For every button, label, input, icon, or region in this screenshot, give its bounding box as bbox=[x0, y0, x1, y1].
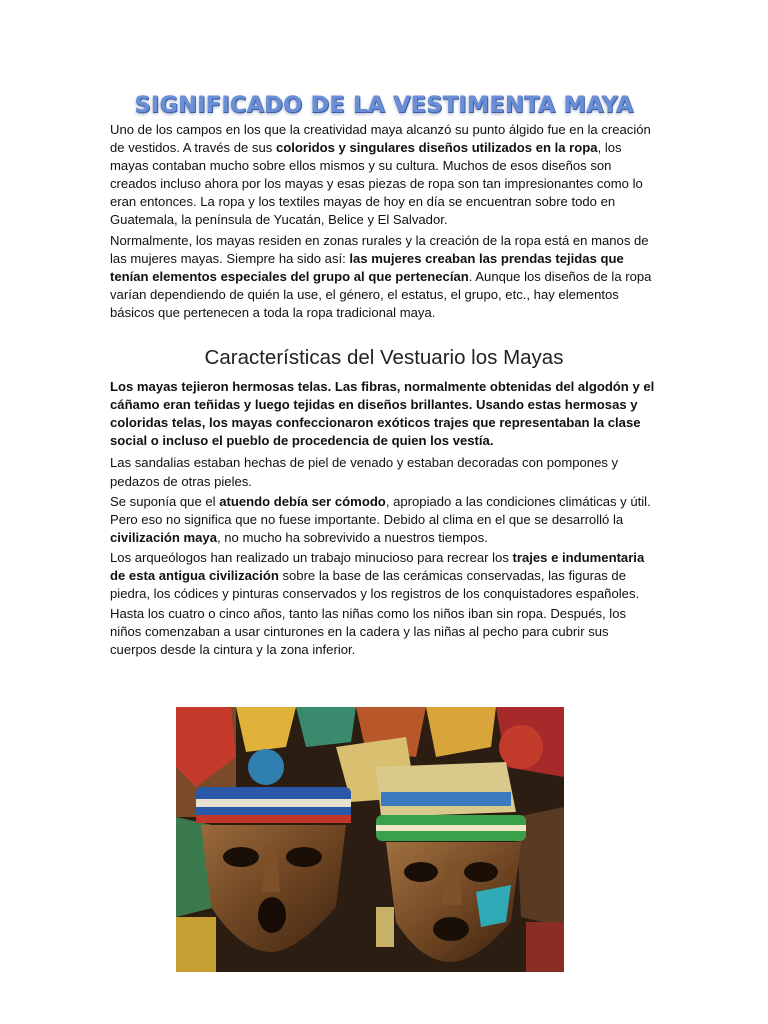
emphasis-text: civilización maya bbox=[110, 529, 217, 545]
intro-paragraph-1 bbox=[110, 121, 658, 230]
section-heading: Características del Vestuario los Mayas bbox=[204, 346, 564, 370]
emphasis-text: trajes e indumentaria de esta antigua civilización bbox=[110, 549, 645, 583]
page-title: SIGNIFICADO DE LA VESTIMENTA MAYA bbox=[134, 92, 634, 118]
maya-masks-photo bbox=[176, 707, 564, 972]
emphasis-text: las mujeres creaban las prendas tejidas que tenían elementos especiales del grupo al que pertenecían bbox=[110, 250, 624, 284]
telas-paragraph: Los mayas tejieron hermosas telas. Las fibras, normalmente obtenidas del algodón y el cáñamo eran teñidas y luego tejidas en diseños brillantes. Usando estas hermosas y coloridas telas, los mayas confeccionaron exóticos trajes que representaban la clase social o incluso el pueblo de procedencia de quien los vestía. bbox=[110, 379, 655, 449]
ninos-paragraph: Hasta los cuatro o cinco años, tanto las niñas como los niños iban sin ropa. Después, los niños comenzaban a usar cinturones en la cadera y las niñas al pecho para cubrir sus cuerpos desde la cintura y la zona inferior. bbox=[110, 606, 627, 658]
sandalias-paragraph: Las sandalias estaban hechas de piel de venado y estaban decoradas con pompones y pedazos de otras pieles. bbox=[110, 455, 619, 489]
atuendo-paragraph bbox=[110, 493, 658, 547]
emphasis-text: coloridos y singulares diseños utilizados en la ropa bbox=[275, 140, 598, 156]
maya-masks-illustration bbox=[176, 707, 564, 972]
emphasis-text: atuendo debía ser cómodo bbox=[219, 493, 386, 509]
body-text: Los arqueólogos han realizado un trabajo minucioso para recrear los bbox=[110, 549, 513, 565]
body-text: Se suponía que el bbox=[110, 493, 220, 509]
body-text: . Aunque los diseños de la ropa varían dependiendo de quién la use, el género, el estatus, el grupo, etc., hay elementos básicos que pertenecen a toda la ropa tradicional maya. bbox=[110, 268, 652, 320]
body-text: , no mucho ha sobrevivido a nuestros tiempos. bbox=[217, 529, 488, 545]
body-text: sobre la base de las cerámicas conservadas, las figuras de piedra, los códices y pinturas conservados y los registros de los conquistadores españoles. bbox=[110, 567, 640, 602]
arqueologos-paragraph bbox=[110, 549, 658, 603]
body-text: Uno de los campos en los que la creatividad maya alcanzó su punto álgido fue en la creación de vestidos. A través de sus bbox=[110, 122, 651, 156]
document-content bbox=[110, 90, 658, 661]
body-text: Normalmente, los mayas residen en zonas rurales y la creación de la ropa está en manos de las mujeres mayas. Siempre ha sido así: bbox=[110, 232, 649, 266]
body-text: , los mayas contaban mucho sobre ellos mismos y su cultura. Muchos de esos diseños son creados incluso ahora por los mayas y esas piezas de ropa son tan impresionantes como lo eran entonces. La ropa y los textiles mayas de hoy en día se encuentran sobre todo en Guatemala, la península de Yucatán, Belice y El Salvador. bbox=[110, 140, 643, 228]
intro-paragraph-2 bbox=[110, 232, 658, 322]
body-text: , apropiado a las condiciones climáticas y útil. Pero eso no significa que no fuese importante. Debido al clima en el que se desarrolló la bbox=[110, 493, 651, 527]
